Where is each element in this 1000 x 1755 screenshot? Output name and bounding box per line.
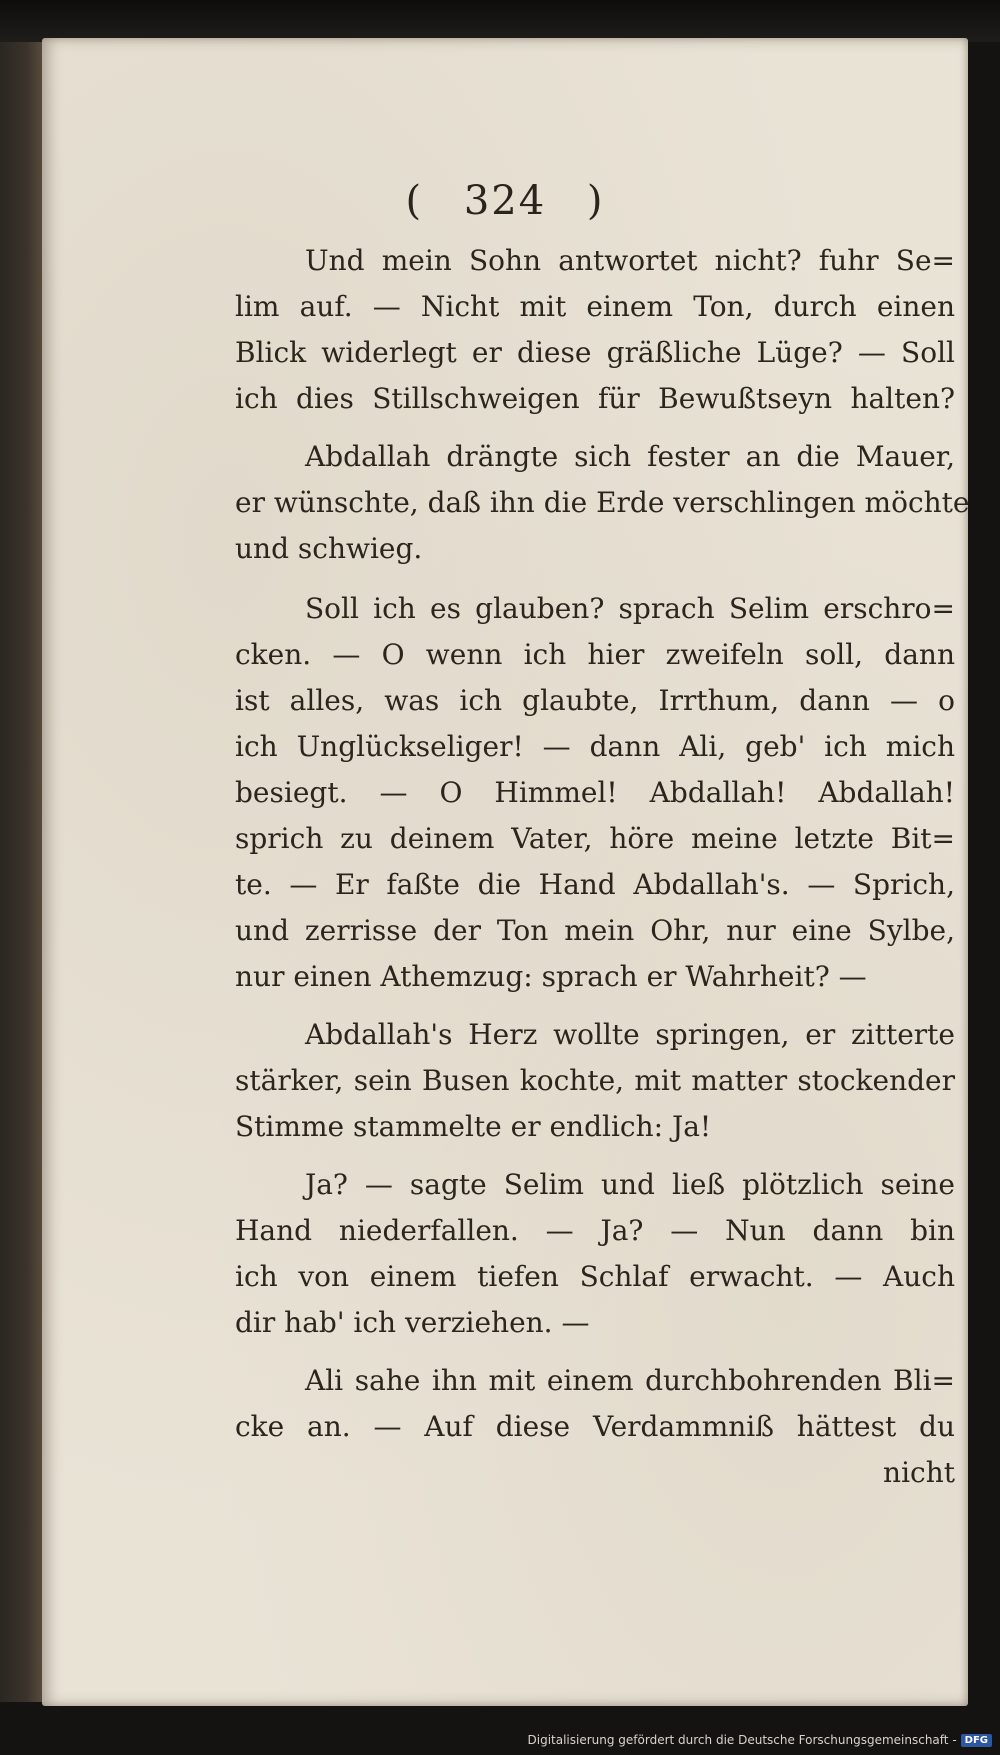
paren-open: ( bbox=[405, 178, 424, 224]
text-line: ich von einem tiefen Schlaf erwacht. — Auch bbox=[235, 1260, 955, 1293]
text-line: te. — Er faßte die Hand Abdallah's. — Sprich, bbox=[235, 868, 955, 901]
text-line: nur einen Athemzug: sprach er Wahrheit? — bbox=[235, 960, 867, 993]
paragraph bbox=[235, 1358, 955, 1496]
text-line: Ali sahe ihn mit einem durchbohrenden Bli= bbox=[305, 1364, 955, 1397]
text-line: cke an. — Auf diese Verdammniß hättest du bbox=[235, 1410, 955, 1443]
text-line: Soll ich es glauben? sprach Selim erschro= bbox=[305, 592, 955, 625]
paragraph bbox=[235, 1162, 955, 1346]
text-line: ich Unglückseliger! — dann Ali, geb' ich mich bbox=[235, 730, 955, 763]
text-line: Abdallah drängte sich fester an die Mauer, bbox=[305, 440, 955, 473]
text-line: er wünschte, daß ihn die Erde verschlingen möchte bbox=[235, 486, 970, 519]
page-number-header bbox=[42, 178, 968, 224]
text-line: besiegt. — O Himmel! Abdallah! Abdallah! bbox=[235, 776, 955, 809]
text-line: und zerrisse der Ton mein Ohr, nur eine Sylbe, bbox=[235, 914, 955, 947]
text-line: dir hab' ich verziehen. — bbox=[235, 1306, 590, 1339]
body-text bbox=[235, 238, 970, 1496]
page-number: 324 bbox=[463, 178, 547, 224]
text-line: Und mein Sohn antwortet nicht? fuhr Se= bbox=[305, 244, 955, 277]
text-line: ich dies Stillschweigen für Bewußtseyn halten? bbox=[235, 382, 955, 415]
paragraph bbox=[235, 586, 955, 1000]
paragraph bbox=[235, 1012, 955, 1150]
paragraph bbox=[235, 238, 955, 422]
text-line: Hand niederfallen. — Ja? — Nun dann bin bbox=[235, 1214, 955, 1247]
text-line: stärker, sein Busen kochte, mit matter stockender bbox=[235, 1064, 955, 1097]
text-line: Abdallah's Herz wollte springen, er zitterte bbox=[305, 1018, 955, 1051]
catchword: nicht bbox=[883, 1456, 955, 1489]
book-page bbox=[42, 38, 968, 1706]
text-line: cken. — O wenn ich hier zweifeln soll, dann bbox=[235, 638, 955, 671]
text-line: sprich zu deinem Vater, höre meine letzte Bit= bbox=[235, 822, 955, 855]
text-line: Stimme stammelte er endlich: Ja! bbox=[235, 1110, 712, 1143]
paragraph bbox=[235, 434, 970, 572]
text-line: lim auf. — Nicht mit einem Ton, durch einen bbox=[235, 290, 955, 323]
text-line: und schwieg. bbox=[235, 532, 423, 565]
book-spine-edge bbox=[0, 42, 44, 1702]
text-line: Ja? — sagte Selim und ließ plötzlich seine bbox=[305, 1168, 955, 1201]
credit-text: Digitalisierung gefördert durch die Deutsche Forschungsgemeinschaft - bbox=[527, 1733, 957, 1747]
text-line: Blick widerlegt er diese gräßliche Lüge? — Soll bbox=[235, 336, 955, 369]
scan-top-edge bbox=[0, 0, 1000, 42]
text-line: ist alles, was ich glaubte, Irrthum, dann — o bbox=[235, 684, 955, 717]
digitization-credit bbox=[528, 1729, 993, 1751]
dfg-logo: DFG bbox=[961, 1734, 992, 1747]
paren-close: ) bbox=[586, 178, 605, 224]
